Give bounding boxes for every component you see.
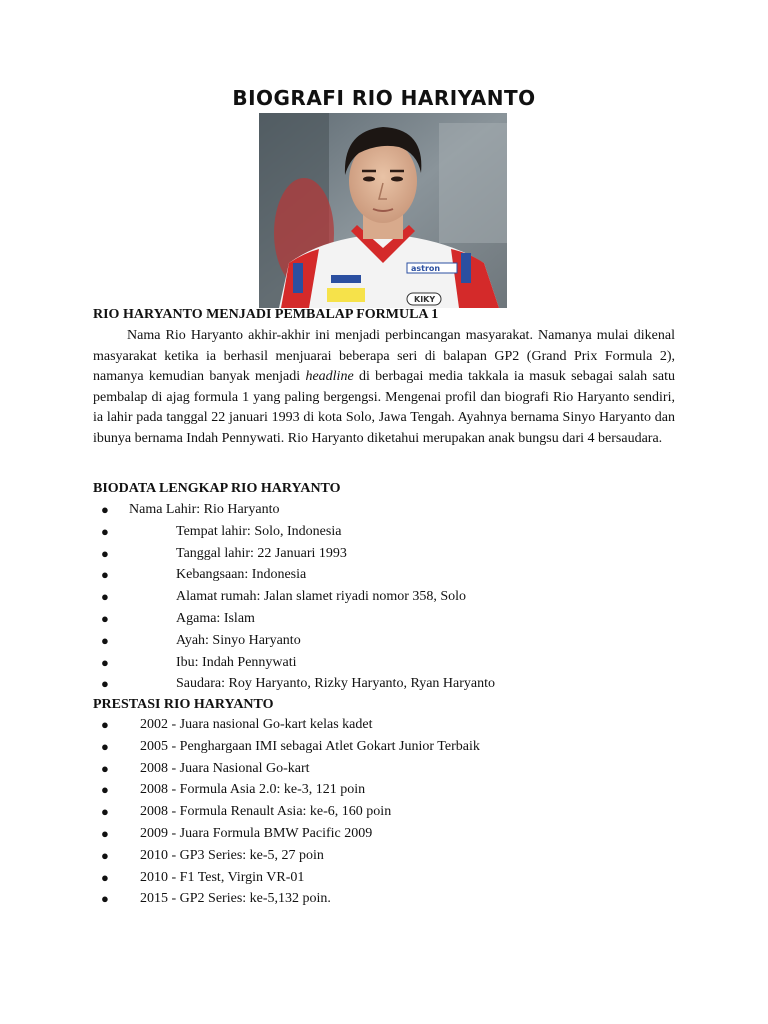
list-item: ● Kebangsaan: Indonesia: [93, 564, 693, 586]
bullet-icon: ●: [101, 523, 109, 539]
list-item: ● Alamat rumah: Jalan slamet riyadi nomor 358, Solo: [93, 586, 693, 608]
bullet-icon: ●: [101, 738, 109, 754]
document-title: BIOGRAFI RIO HARIYANTO: [232, 86, 536, 110]
list-item: ● 2008 - Juara Nasional Go-kart: [93, 758, 693, 780]
list-item: ● Nama Lahir: Rio Haryanto: [93, 499, 693, 521]
sponsor-text: astron: [411, 264, 441, 273]
section-heading-career: RIO HARYANTO MENJADI PEMBALAP FORMULA 1: [93, 307, 439, 322]
intro-paragraph: [93, 326, 675, 450]
paragraph-text-part2: di berbagai media takkala ia masuk sebagai salah satu pembalap di ajag formula 1 yang paling bergengsi. Mengenai profil dan biografi Rio Haryanto sendiri, ia lahir pada tanggal 22 januari 1993 di kota Solo, Jawa Tengah. Ayahnya bernama Sinyo Haryanto dan ibunya bernama Indah Pennywati. Rio Haryanto diketahui merupakan anak bungsu dari 4 bersaudara.: [93, 369, 675, 446]
bullet-icon: ●: [101, 610, 109, 626]
bullet-icon: ●: [101, 804, 109, 820]
bullet-icon: ●: [101, 676, 109, 692]
paragraph-text-part1: Nama Rio Haryanto akhir-akhir ini menjadi perbincangan masyarakat. Namanya mulai dikenal masyarakat ketika ia berhasil menjuarai beberapa seri di balapan GP2 (Grand Prix Formula 2), namanya kemudian banyak menjadi: [93, 328, 675, 385]
achievements-list: [93, 714, 693, 910]
list-item: ● Tanggal lahir: 22 Januari 1993: [93, 543, 693, 565]
kiky-logo-text: KIKY: [414, 295, 436, 304]
list-item: ● 2015 - GP2 Series: ke-5,132 poin.: [93, 888, 693, 910]
list-item: ● 2009 - Juara Formula BMW Pacific 2009: [93, 823, 693, 845]
list-item: ● 2008 - Formula Asia 2.0: ke-3, 121 poin: [93, 779, 693, 801]
section-heading-biodata: BIODATA LENGKAP RIO HARYANTO: [93, 481, 341, 496]
list-item: ● Saudara: Roy Haryanto, Rizky Haryanto, Ryan Haryanto: [93, 673, 693, 695]
biodata-list: [93, 499, 693, 695]
bullet-icon: ●: [101, 567, 109, 583]
bullet-icon: ●: [101, 825, 109, 841]
bullet-icon: ●: [101, 782, 109, 798]
list-item: ● 2005 - Penghargaan IMI sebagai Atlet Gokart Junior Terbaik: [93, 736, 693, 758]
bullet-icon: ●: [101, 760, 109, 776]
bullet-icon: ●: [101, 502, 109, 517]
portrait-photo: [259, 113, 507, 308]
list-item: ● 2008 - Formula Renault Asia: ke-6, 160 poin: [93, 801, 693, 823]
list-item: ● 2010 - F1 Test, Virgin VR-01: [93, 867, 693, 889]
bullet-icon: ●: [101, 654, 109, 670]
list-item: ● 2010 - GP3 Series: ke-5, 27 poin: [93, 845, 693, 867]
section-heading-achievements: PRESTASI RIO HARYANTO: [93, 697, 274, 712]
list-item: ● Ibu: Indah Pennywati: [93, 652, 693, 674]
bullet-icon: ●: [101, 869, 109, 885]
bullet-icon: ●: [101, 632, 109, 648]
paragraph-emphasis: headline: [305, 369, 354, 385]
list-item: ● 2002 - Juara nasional Go-kart kelas kadet: [93, 714, 693, 736]
bullet-icon: ●: [101, 545, 109, 561]
bullet-icon: ●: [101, 717, 109, 732]
list-item: ● Ayah: Sinyo Haryanto: [93, 630, 693, 652]
bullet-icon: ●: [101, 847, 109, 863]
bullet-icon: ●: [101, 589, 109, 605]
list-item: ● Tempat lahir: Solo, Indonesia: [93, 521, 693, 543]
bullet-icon: ●: [101, 891, 109, 907]
list-item: ● Agama: Islam: [93, 608, 693, 630]
